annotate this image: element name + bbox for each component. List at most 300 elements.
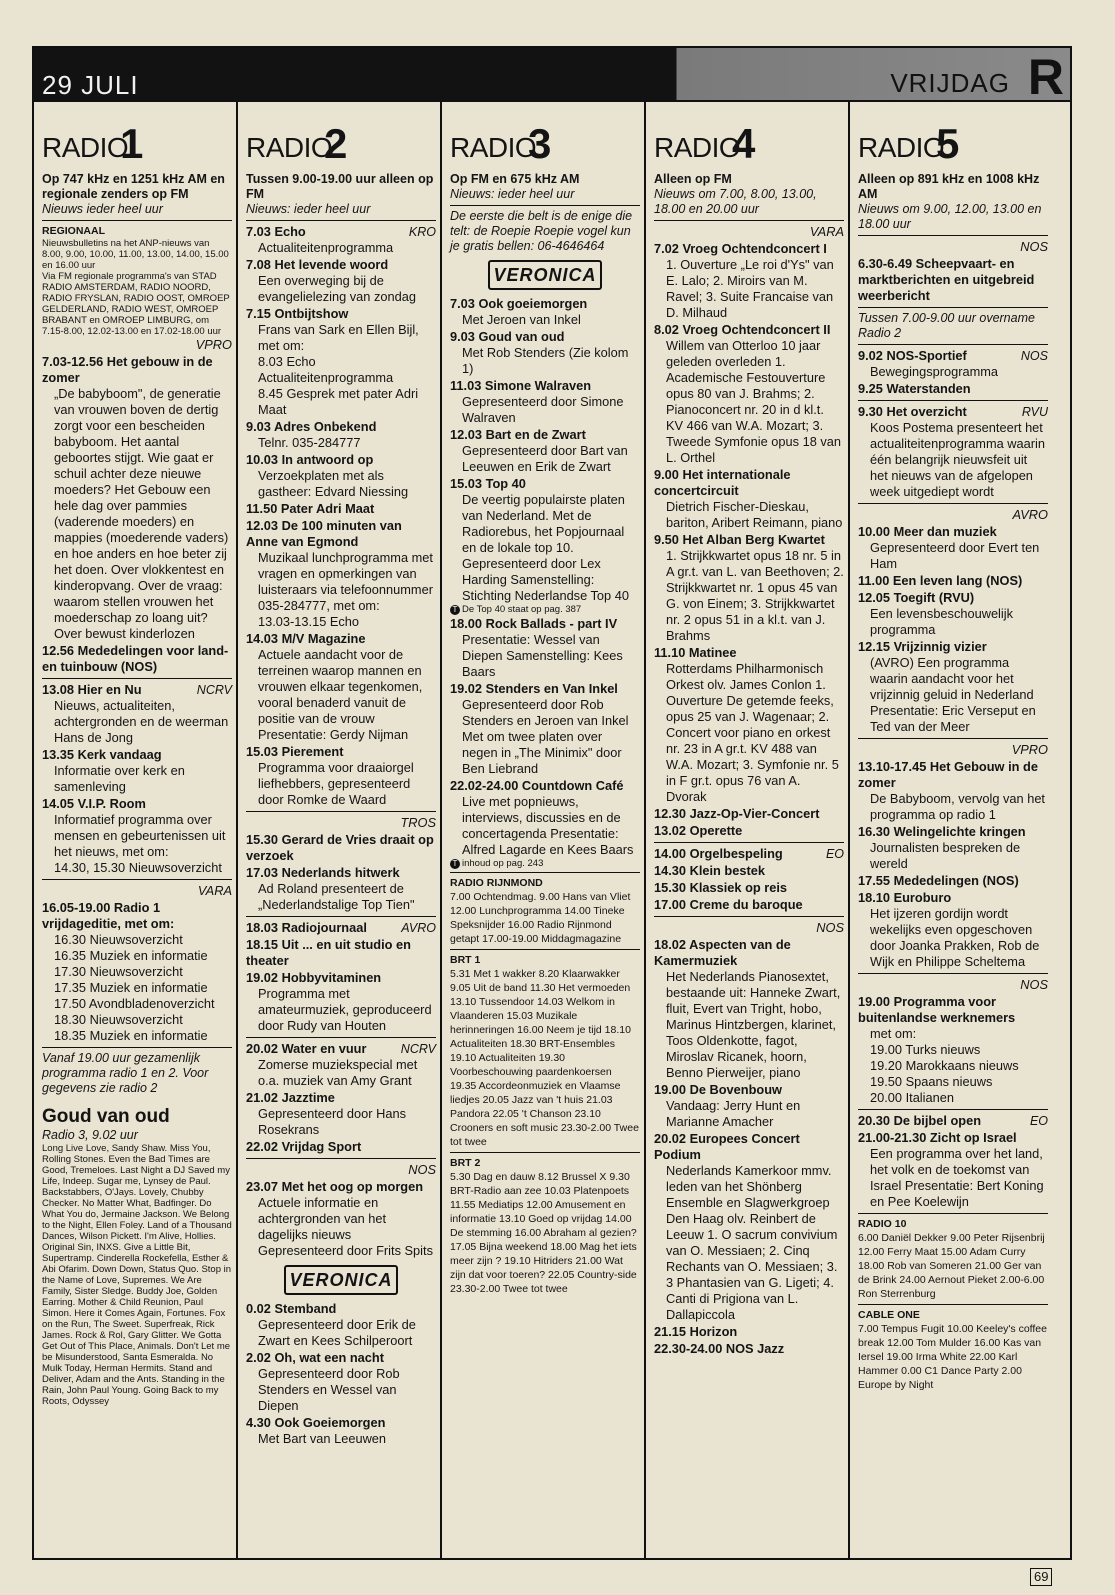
divider [450,1152,640,1153]
programme-item [246,419,436,451]
programme-item [858,1130,1048,1210]
programme-item [858,890,1048,970]
divider [858,344,1048,345]
programme-description: De veertig populairste platen van Nederland. Met de Radiorebus, het Popjournaal en de lokale top 10. Gepresenteerd door Lex Harding Samenstelling: Stichting Nederlandse Top 40 [462,492,629,603]
programme-item [246,937,436,969]
programme-item [450,378,640,426]
programme-item [246,518,436,614]
column-heading [246,102,436,172]
station-number: 4 [732,120,756,167]
programme-item [246,1350,436,1414]
listing-text: 5.31 Met 1 wakker 8.20 Klaarwakker 9.05 Uit de band 11.30 Het vermoeden 13.10 Tussendoor 14.03 Welkom in Vlaanderen 15.03 Muzikale herinneringen 16.00 Neem je tijd 18.10 Actualiteiten 18.30 BRT-Ensembles 19.10 Actualiteiten 19.30 Voorbeschouwing paardenkoersen 19.35 Accordeonmuziek en Vlaamse liedjes 20.05 Jazz van 't huis 21.03 Pandora 22.05 't Chanson 23.10 Crooners en soft music 23.30-2.00 Twee tot twee [450,968,639,1148]
programme-description: 1. Ouverture „Le roi d'Ys" van E. Lalo; 2. Miroirs van M. Ravel; 3. Suite Francaise van D. Milhaud [666,257,834,320]
programme-item [858,639,1048,735]
programme-title: 15.30 Gerard de Vries draait op verzoek [246,832,434,863]
programme-item [654,467,844,531]
frequency-info: Alleen op FM [654,172,732,186]
programme-description: Programma met amateurmuziek, geproduceerd door Rudy van Houten [258,986,432,1033]
broadcaster-tag: VARA [197,883,232,898]
divider [246,1158,436,1159]
programme-title: 12.30 Jazz-Op-Vier-Concert [654,806,820,821]
programme-item [246,1415,436,1447]
programme-description: Het Nederlands Pianosextet, bestaande uit: Hanneke Zwart, fluit, Evert van Tright, hobo, Marinus Hintzbergen, klarinet, Toos Oldenkotte, fagot, Miroslav Ricanek, hoorn, Benno Pierweijer, piano [666,969,841,1080]
divider [246,1037,436,1038]
programme-title: 7.03 Echo [246,224,306,239]
programme-description: Gepresenteerd door Bart van Leeuwen en Erik de Zwart [462,443,628,474]
programme-title: 15.03 Pierement [246,744,344,759]
programme-item [654,1341,844,1357]
programme-title: 17.03 Nederlands hitwerk [246,865,400,880]
programme-title: 20.02 Europees Concert Podium [654,1131,800,1162]
station-label: RADIO [654,132,741,163]
programme-title: 14.30 Klein bestek [654,863,765,878]
section-heading: BRT 2 [450,1157,481,1169]
programme-item [246,1179,436,1259]
programme-description: met om: [870,1026,917,1041]
page-reference-text: inhoud op pag. 243 [462,858,544,869]
programme-description: Programma voor draaiorgel liefhebbers, gepresenteerd door Romke de Waard [258,760,414,807]
programme-title: 22.02-24.00 Countdown Café [450,778,624,793]
programme-item [246,920,436,936]
page-day: VRIJDAG [890,68,1010,98]
programme-item [246,970,436,1034]
programme-item [246,306,436,354]
broadcaster-tag: VARA [809,224,844,239]
programme-description: „De babyboom", de generatie van vrouwen boven de dertig zorgt voor een bescheiden babyboom. Het aantal geboortes stijgt. Wie gaat er schuil achter deze nieuwe moeders? Het Gebouw een hele dag over pammies (vaderende moeders) en mappies (moederende vaders) en hoe anders en hoe beter zij het doen. Over vlokkentest en kinderopvang. Over de vraag: waarom stellen vrouwen het moederschap zo loang uit? Over bewust kinderlozen [54,386,229,641]
divider [246,220,436,221]
schedule-line: 8.03 Echo [258,354,316,369]
programme-item [858,759,1048,823]
programme-title: 9.00 Het internationale concertcircuit [654,467,791,498]
italic-note: Tussen 7.00-9.00 uur overname Radio 2 [858,311,1035,340]
programme-description: Gepresenteerd door Evert ten Ham [870,540,1040,571]
broadcaster-tag: NOS [408,1162,436,1177]
programme-title: 12.03 De 100 minuten van Anne van Egmond [246,518,402,549]
divider [42,1047,232,1048]
news-info: Nieuws: ieder heel uur [450,187,575,201]
programme-description: Rotterdams Philharmonisch Orkest olv. James Conlon 1. Ouverture De getemde feeks, opus 25 van J. Wagenaar; 2. Concert voor piano en orkest nr. 23 in A gr.t. KV 488 van W.A. Mozart; 3. Symfonie nr. 5 in F gr.t. opus 76 van A. Dvorak [666,661,839,804]
programme-title: 8.02 Vroeg Ochtendconcert II [654,322,831,337]
broadcaster-tag: VPRO [1011,742,1048,757]
day-letter: R [1027,49,1064,105]
programme-item [654,823,844,839]
programme-description: Nieuws, actualiteiten, achtergronden en de weerman Hans de Jong [54,698,229,745]
divider [450,949,640,950]
programme-title: 9.02 NOS-Sportief [858,348,967,363]
programme-item [654,1324,844,1340]
programme-description: Met Bart van Leeuwen [258,1431,387,1446]
programme-item [858,590,1048,638]
divider [42,678,232,679]
programme-title: 19.00 Programma voor buitenlandse werknemers [858,994,1016,1025]
programme-title: 18.02 Aspecten van de Kamermuziek [654,937,791,968]
small-note: Via FM regionale programma's van STAD RADIO AMSTERDAM, RADIO NOORD, RADIO FRYSLAN, RADIO OOST, OMROEP GELDERLAND, RADIO WEST, OMROEP BRABANT en OMROEP LIMBURG, om 7.15-8.00, 12.02-13.00 en 17.02-18.00 uur [42,271,230,337]
broadcaster-tag: TROS [400,815,436,830]
programme-description: Actuele informatie en achtergronden van het dagelijks nieuws Gepresenteerd door Frits Spits [258,1195,433,1258]
programme-item [858,524,1048,572]
feature-title: Goud van oud [42,1106,170,1127]
station-number: 5 [936,120,960,167]
programme-item [858,381,1048,397]
schedule-line: 17.35 Muziek en informatie [54,980,208,995]
page-number: 69 [1030,1568,1052,1586]
programme-item [246,832,436,864]
programme-title: 20.02 Water en vuur [246,1041,367,1056]
programme-title: 18.10 Euroburo [858,890,952,905]
programme-item [654,806,844,822]
programme-item [654,532,844,644]
programme-title: 18.15 Uit ... en uit studio en theater [246,937,411,968]
broadcaster-tag: NOS [1020,977,1048,992]
programme-item [858,256,1048,304]
programme-item [246,1090,436,1138]
schedule-line: 18.30 Nieuwsoverzicht [54,1012,183,1027]
programme-item [450,476,640,604]
divider [42,220,232,221]
schedule-line: 19.00 Turks nieuws [870,1042,981,1057]
section-heading: BRT 1 [450,954,481,966]
programme-description: Frans van Sark en Ellen Bijl, met om: [258,322,419,353]
italic-note: Vanaf 19.00 uur gezamenlijk programma radio 1 en 2. Voor gegevens zie radio 2 [42,1051,209,1095]
programme-description: Live met popnieuws, interviews, discussies en de concertagenda Presentatie: Alfred Lagarde en Kees Baars [462,794,634,857]
divider [858,503,1048,504]
programme-title: 14.00 Orgelbespeling [654,846,783,861]
broadcaster-tag: NCRV [196,683,232,697]
veronica-logo: VERONICA [488,260,602,290]
italic-note: Radio 3, 9.02 uur [42,1128,138,1142]
programme-item [654,1131,844,1323]
programme-item [654,322,844,466]
info-icon: T [450,605,460,615]
programme-item [654,897,844,913]
programme-item [42,643,232,675]
schedule-line: 17.30 Nieuwsoverzicht [54,964,183,979]
programme-item [450,778,640,858]
programme-item [246,744,436,808]
programme-title: 12.56 Mededelingen voor land- en tuinbouw (NOS) [42,643,229,674]
programme-item [42,747,232,795]
programme-title: 18.00 Rock Ballads - part IV [450,616,618,631]
page-date: 29 JULI [42,70,139,100]
programme-title: 10.03 In antwoord op [246,452,374,467]
programme-title: 11.10 Matinee [654,645,737,660]
frequency-info: Alleen op 891 kHz en 1008 kHz AM [858,172,1040,201]
programme-item [450,296,640,328]
programme-title: 4.30 Ook Goeiemorgen [246,1415,386,1430]
header-bar [32,46,1072,105]
page-reference [450,604,640,615]
column-heading [450,102,640,172]
divider [858,307,1048,308]
programme-title: 9.03 Adres Onbekend [246,419,377,434]
broadcaster-tag: NOS [1020,239,1048,254]
programme-title: 7.02 Vroeg Ochtendconcert I [654,241,827,256]
divider [246,916,436,917]
programme-description: Dietrich Fischer-Dieskau, bariton, Aribert Reimann, piano [666,499,843,530]
schedule-line: 13.03-13.15 Echo [258,614,360,629]
programme-description: Actualiteitenprogramma [258,240,394,255]
column-heading [858,102,1048,172]
programme-description: 1. Strijkkwartet opus 18 nr. 5 in A gr.t. van L. van Beethoven; 2. Strijkkwartet nr. 1 opus 45 van G. von Einem; 3. Strijkkwartet nr. 2 opus 51 in a kl.t. van J. Brahms [666,548,844,643]
programme-title: 23.07 Met het oog op morgen [246,1179,424,1194]
programme-title: 19.00 De Bovenbouw [654,1082,783,1097]
divider [858,973,1048,974]
programme-item [450,681,640,777]
divider [42,879,232,880]
programme-description: Vandaag: Jerry Hunt en Marianne Amacher [666,1098,801,1129]
programme-item [450,329,640,377]
listing-text: 7.00 Tempus Fugit 10.00 Keeley's coffee break 12.00 Tom Mulder 16.00 Kas van Iersel 19.00 Irma White 22.00 Karl Hammer 0.00 C1 Dance Party 2.00 Europe by Night [858,1323,1047,1391]
radio-column-3 [442,102,646,1558]
broadcaster-tag: NOS [1020,349,1048,363]
programme-description: De Babyboom, vervolg van het programma op radio 1 [870,791,1045,822]
news-info: Nieuws: ieder heel uur [246,202,371,216]
programme-description: Ad Roland presenteert de „Nederlandstalige Top Tien" [258,881,415,912]
frequency-info: Tussen 9.00-19.00 uur alleen op FM [246,172,434,201]
programme-title: 16.30 Welingelichte kringen [858,824,1026,839]
divider [450,872,640,873]
programme-description: Muzikaal lunchprogramma met vragen en opmerkingen van luisteraars via telefoonnummer 035-284777, met om: [258,550,433,613]
page-reference [450,858,640,869]
programme-item [858,873,1048,889]
schedule-line: 16.35 Muziek en informatie [54,948,208,963]
info-icon: T [450,859,460,869]
programme-item [450,427,640,475]
station-label: RADIO [42,132,129,163]
programme-title: 13.08 Hier en Nu [42,682,142,697]
section-heading: RADIO RIJNMOND [450,877,543,889]
schedule-line: 8.45 Gesprek met pater Adri Maat [258,386,419,417]
broadcaster-tag: EO [1029,1114,1048,1128]
programme-title: 17.00 Creme du baroque [654,897,803,912]
programme-title: 12.15 Vrijzinnig vizier [858,639,987,654]
broadcaster-tag: AVRO [401,921,436,935]
column-heading [654,102,844,172]
programme-item [42,354,232,642]
radio-column-2 [238,102,442,1558]
programme-title: 13.35 Kerk vandaag [42,747,162,762]
programme-description: Met Jeroen van Inkel [462,312,581,327]
listing-text: 5.30 Dag en dauw 8.12 Brussel X 9.30 BRT-Radio aan zee 10.03 Platenpoets 11.55 Mediatips 12.00 Amusement en informatie 13.10 Goed op vrijdag 14.00 De stemming 16.00 Abraham al gezien? 17.05 Bijna weekend 18.00 Mag het iets meer zijn ? 19.10 Hitriders 21.00 Wat zijn dat voor toeren? 22.05 Country-side 23.30-2.00 Twee tot twee [450,1171,637,1295]
programme-title: 10.00 Meer dan muziek [858,524,997,539]
schedule-line: 20.00 Italianen [870,1090,954,1105]
programme-title: 15.30 Klassiek op reis [654,880,788,895]
programme-description: Nederlands Kamerkoor mmv. leden van het Shönberg Ensemble en Slagwerkgroep Den Haag olv. Reinbert de Leeuw 1. O sacrum convivium van O. Messiaen; 2. Cinq Rechants van O. Messiaen; 3. 3 Phantasien van G. Ligeti; 4. Canti di Prigiona van L. Dallapiccola [666,1163,838,1322]
programme-description: Het ijzeren gordijn wordt wekelijks even opgeschoven door Joanka Prakken, Rob de Wijk en Philippe Scheltema [870,906,1040,969]
programme-title: 21.15 Horizon [654,1324,738,1339]
station-label: RADIO [450,132,537,163]
programme-description: Koos Postema presenteert het actualiteitenprogramma waarin één belangrijk nieuwsfeit uit het nieuws van de afgelopen week uitgediept wordt [870,420,1045,499]
programme-item [246,631,436,743]
programme-title: 22.02 Vrijdag Sport [246,1139,362,1154]
programme-item [654,645,844,805]
programme-description: Gepresenteerd door Erik de Zwart en Kees Schilperoort [258,1317,416,1348]
broadcaster-tag: RVU [1021,405,1048,419]
listing-text: 7.00 Ochtendmag. 9.00 Hans van Vliet 12.00 Lunchprogramma 14.00 Tineke Speksnijder 16.00 Radio Rijnmond getapt 17.00-19.00 Middagmagazine [450,891,631,945]
programme-description: Een overweging bij de evangelielezing van zondag [258,273,416,304]
divider [654,220,844,221]
programme-description: Een programma over het land, het volk en de toekomst van Israel Presentatie: Bert Koning en Pee Koelewijn [870,1146,1044,1209]
programme-item [42,900,232,932]
divider [858,235,1048,236]
divider [858,1304,1048,1305]
programme-item [654,241,844,321]
divider [246,811,436,812]
station-label: RADIO [246,132,333,163]
schedule-line: 17.50 Avondbladenoverzicht [54,996,215,1011]
news-info: Nieuws om 7.00, 8.00, 13.00, 18.00 en 20.00 uur [654,187,817,216]
programme-description: Een levensbeschouwelijk programma [870,606,1013,637]
programme-description: Actuele aandacht voor de terreinen waarop mannen en vrouwen elkaar tegenkomen, vooral benaderd vanuit de positie van de vrouw Presentatie: Gerdy Nijman [258,647,423,742]
programme-description: Gepresenteerd door Rob Stenders en Wessel van Diepen [258,1366,400,1413]
programme-description: Presentatie: Wessel van Diepen Samenstelling: Kees Baars [462,632,623,679]
broadcaster-tag: AVRO [1012,507,1048,522]
programme-title: 12.05 Toegift (RVU) [858,590,975,605]
programme-item [246,1301,436,1349]
programme-title: 16.05-19.00 Radio 1 vrijdageditie, met om: [42,900,175,931]
broadcaster-tag: NCRV [400,1042,436,1056]
section-heading: REGIONAAL [42,225,105,237]
programme-title: 22.30-24.00 NOS Jazz [654,1341,785,1356]
small-note: Long Live Love, Sandy Shaw. Miss You, Rolling Stones. Even the Bad Times are Good, Tremeloes. Last Night a DJ Saved my Life, Indeep. Sugar me, Lynsey de Paul. Backstabbers, O'Jays. Lovely, Chubby Checker. No Matter What, Badfinger. Do What You do, Jermaine Jackson. We Belong to the Night, Ellen Foley. Land of a Thousand Dances, Wilson Pickett. I'm Alive, Hollies. Original Sin, INXS. Give a Little Bit, Supertramp. Cinderella Rockefella, Esther & Abi Ofarim. Down Down, Status Quo. Stop in the Name of Love, Supremes. We Are Family, Sister Sledge. Buddy Joe, Golden Earring. Mother & Child Reunion, Paul Simon. Here it Comes Again, Fortunes. Fox on the Run, The Sweet. Superfreak, Rick James. Rock & Rol, Gary Glitter. We Gotta Get Out of This Place, Animals. Don't Let me be Misunderstood, Santa Esmeralda. No Mulk Today, Herman Hermits. Stand and Deliver, Adam and the Ants. Standing in the Rain, John Paul Young. Going Back to my Roots, Odyssey [42,1143,232,1407]
news-info: Nieuws om 9.00, 12.00, 13.00 en 18.00 uur [858,202,1042,231]
frequency-info: Op 747 kHz en 1251 kHz AM en regionale zenders op FM [42,172,225,201]
programme-item [858,994,1048,1042]
frequency-info: Op FM en 675 kHz AM [450,172,580,186]
programme-description: Willem van Otterloo 10 jaar geleden overleden 1. Academische Festouverture opus 80 van J. Brahms; 2. Pianoconcert nr. 20 in d kl.t. KV 466 van W.A. Mozart; 3. Tweede Symfonie opus 18 van L. Orthel [666,338,842,465]
programme-item [654,863,844,879]
programme-item [654,880,844,896]
programme-item [858,824,1048,872]
programme-title: 7.03-12.56 Het gebouw in de zomer [42,354,213,385]
programme-item [246,1041,436,1089]
radio-column-4 [646,102,850,1558]
programme-title: 21.00-21.30 Zicht op Israel [858,1130,1017,1145]
broadcaster-tag: VPRO [195,337,232,352]
section-heading: CABLE ONE [858,1309,920,1321]
programme-description: Gepresenteerd door Hans Rosekrans [258,1106,406,1137]
divider [654,842,844,843]
schedule-line: 16.30 Nieuwsoverzicht [54,932,183,947]
column-separator [848,102,850,1558]
broadcaster-tag: KRO [408,225,436,239]
programme-title: 7.03 Ook goeiemorgen [450,296,588,311]
programme-item [450,616,640,680]
schedule-line: 19.20 Marokkaans nieuws [870,1058,1019,1073]
programme-item [858,1113,1048,1129]
programme-title: 11.03 Simone Walraven [450,378,592,393]
station-number: 1 [120,120,144,167]
listing-text: 6.00 Daniël Dekker 9.00 Peter Rijsenbrij 12.00 Ferry Maat 15.00 Adam Curry 18.00 Rob van Someren 21.00 Ger van de Brink 24.00 Aernout Pieket 2.00-6.00 Ron Sterrenburg [858,1232,1045,1300]
programme-title: 9.30 Het overzicht [858,404,967,419]
column-heading [42,102,232,172]
programme-item [246,452,436,500]
programme-item [246,224,436,256]
broadcaster-tag: NOS [816,920,844,935]
programme-description: Bewegingsprogramma [870,364,999,379]
programme-title: 9.03 Goud van oud [450,329,565,344]
section-heading: RADIO 10 [858,1218,907,1230]
programme-title: 11.00 Een leven lang (NOS) [858,573,1023,588]
column-separator [440,102,442,1558]
broadcaster-tag: EO [825,847,844,861]
veronica-logo: VERONICA [284,1265,398,1295]
programme-title: 19.02 Stenders en Van Inkel [450,681,618,696]
programme-item [654,846,844,862]
programme-item [858,348,1048,380]
programme-title: 17.55 Mededelingen (NOS) [858,873,1019,888]
programme-title: 20.30 De bijbel open [858,1113,982,1128]
programme-item [654,1082,844,1130]
schedule-line: 18.35 Muziek en informatie [54,1028,208,1043]
programme-description: (AVRO) Een programma waarin aandacht voor het vrijzinnig geluid in Nederland Presentatie: Eric Verseput en Ted van der Meer [870,655,1036,734]
programme-description: Verzoekplaten met als gastheer: Edvard Niessing [258,468,409,499]
programme-title: 12.03 Bart en de Zwart [450,427,586,442]
programme-item [858,404,1048,500]
schedule-line: Actualiteitenprogramma [258,370,394,385]
programme-title: 7.15 Ontbijtshow [246,306,349,321]
programme-description: Informatief programma over mensen en gebeurtenissen uit het nieuws, met om: [54,812,226,859]
programme-title: 14.05 V.I.P. Room [42,796,146,811]
station-number: 3 [528,120,552,167]
programme-title: 14.03 M/V Magazine [246,631,366,646]
programme-title: 15.03 Top 40 [450,476,526,491]
programme-description: Met Rob Stenders (Zie kolom 1) [462,345,629,376]
programme-title: 13.02 Operette [654,823,743,838]
programme-title: 19.02 Hobbyvitaminen [246,970,382,985]
programme-description: Journalisten bespreken de wereld [870,840,1021,871]
programme-item [246,257,436,305]
programme-title: 11.50 Pater Adri Maat [246,501,375,516]
radio-column-1 [34,102,238,1558]
small-note: Nieuwsbulletins na het ANP-nieuws van 8.00, 9.00, 10.00, 11.00, 13.00, 14.00, 15.00 en 16.00 uur [42,238,229,271]
italic-note: De eerste die belt is de enige die telt: de Roepie Roepie vogel kun je gratis bellen: 06-4646464 [450,209,633,253]
divider [858,1213,1048,1214]
station-number: 2 [324,120,348,167]
column-separator [236,102,238,1558]
programme-title: 9.50 Het Alban Berg Kwartet [654,532,825,547]
programme-description: Zomerse muziekspecial met o.a. muziek van Amy Grant [258,1057,418,1088]
programme-title: 13.10-17.45 Het Gebouw in de zomer [858,759,1038,790]
column-separator [644,102,646,1558]
programme-description: Informatie over kerk en samenleving [54,763,185,794]
programme-title: 2.02 Oh, wat een nacht [246,1350,384,1365]
programme-item [858,573,1048,589]
divider [858,1109,1048,1110]
programme-title: 9.25 Waterstanden [858,381,971,396]
programme-item [246,1139,436,1155]
programme-description: Gepresenteerd door Rob Stenders en Jeroen van Inkel Met om twee platen over negen in „The Minimix" door Ben Liebrand [462,697,629,776]
programme-item [654,937,844,1081]
radio-column-5 [850,102,1054,1558]
divider [654,916,844,917]
programme-item [42,682,232,746]
programme-title: 18.03 Radiojournaal [246,920,367,935]
news-info: Nieuws ieder heel uur [42,202,163,216]
schedule-line: 14.30, 15.30 Nieuwsoverzicht [54,860,222,875]
programme-item [246,501,436,517]
programme-title: 7.08 Het levende woord [246,257,389,272]
programme-title: 21.02 Jazztime [246,1090,335,1105]
divider [858,738,1048,739]
programme-description: Gepresenteerd door Simone Walraven [462,394,624,425]
programme-item [246,865,436,913]
station-label: RADIO [858,132,945,163]
programme-description: Telnr. 035-284777 [258,435,361,450]
programme-title: 0.02 Stemband [246,1301,337,1316]
programme-title: 6.30-6.49 Scheepvaart- en marktberichten en uitgebreid weerbericht [858,256,1035,303]
divider [858,400,1048,401]
